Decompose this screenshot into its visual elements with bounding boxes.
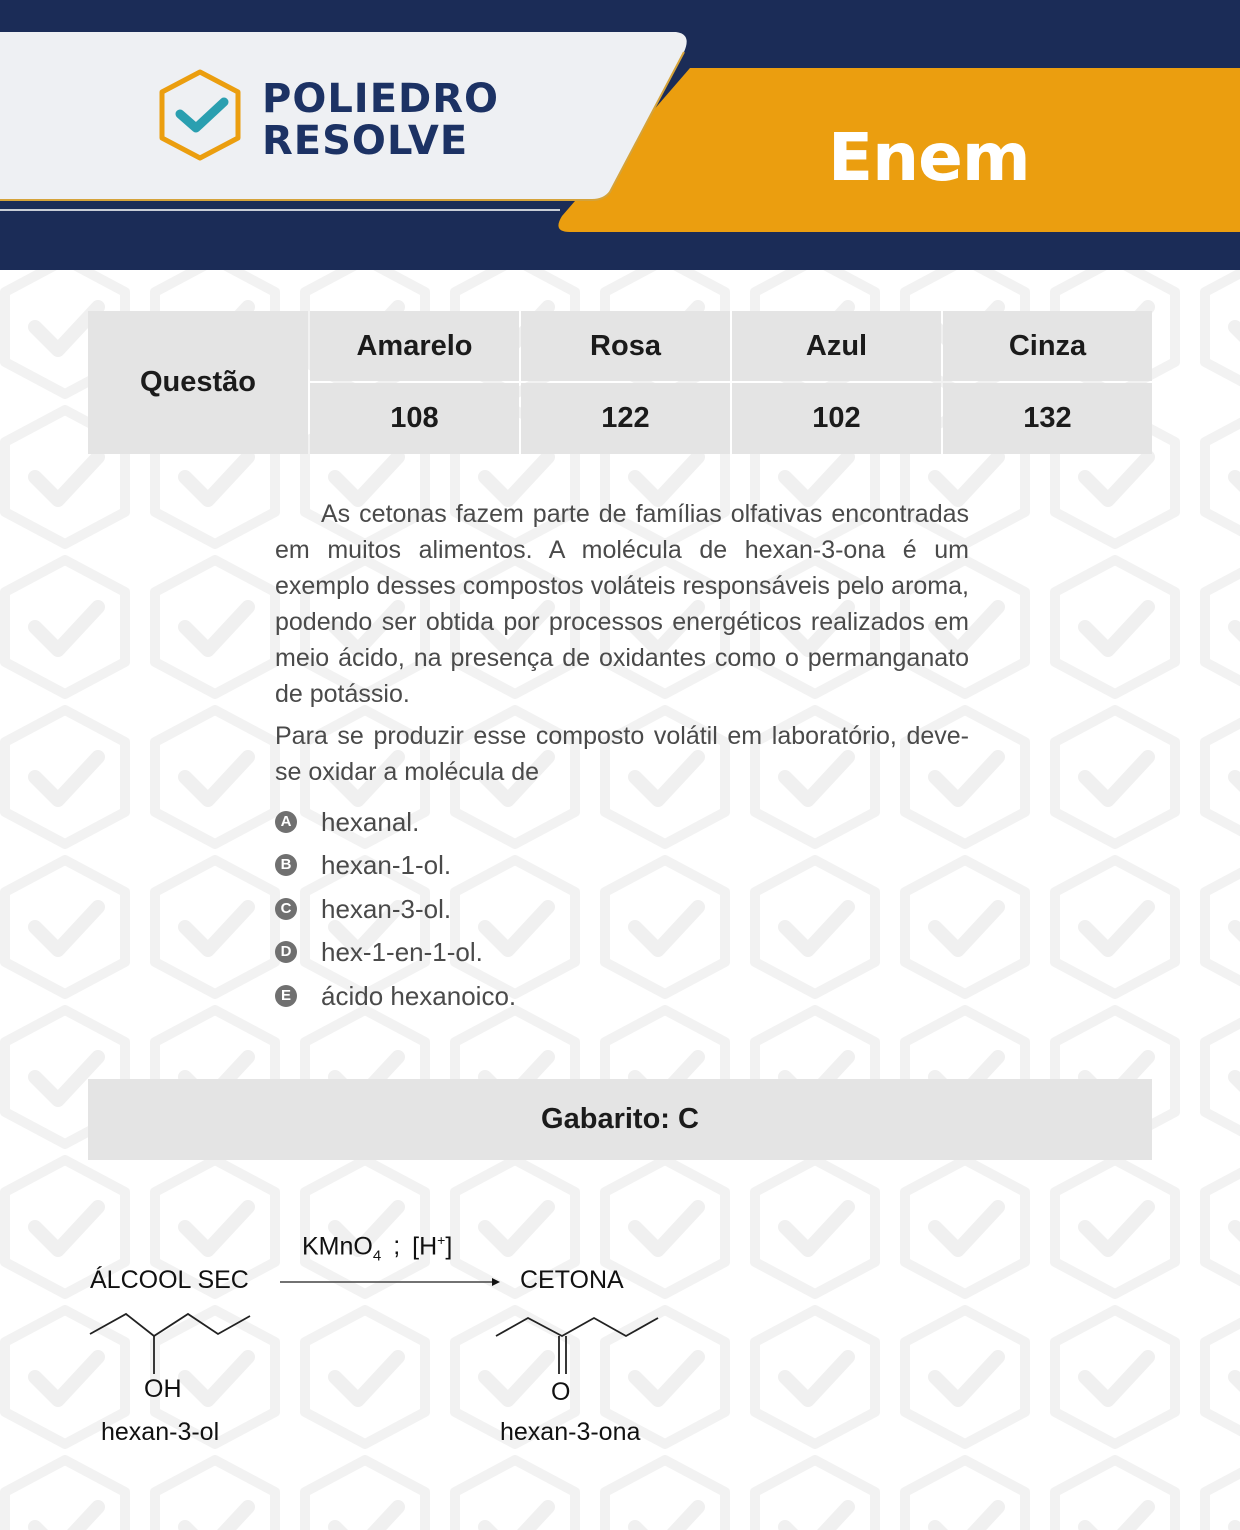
reagent-formula: KMnO — [302, 1232, 373, 1261]
table-number-cell: 108 — [310, 383, 519, 454]
reagent-separator: ; — [393, 1232, 401, 1261]
reactant-name: hexan-3-ol — [101, 1418, 220, 1446]
option-text: ácido hexanoico. — [321, 980, 517, 1011]
carbonyl-oxygen-label: O — [551, 1378, 571, 1406]
option-item — [275, 974, 969, 1018]
table-header-cell: Azul — [732, 311, 941, 381]
table-header-cell: Cinza — [943, 311, 1152, 381]
reaction-conditions — [302, 1225, 452, 1271]
option-text: hexan-1-ol. — [321, 850, 452, 881]
answer-key-bar — [88, 1079, 1152, 1160]
table-number-cell: 122 — [521, 383, 730, 454]
table-number-cell: 132 — [943, 383, 1152, 454]
option-letter-badge: D — [275, 941, 297, 963]
brand-line-2: RESOLVE — [262, 118, 469, 164]
acid-superscript: + — [437, 1232, 446, 1248]
option-letter-badge: E — [275, 985, 297, 1007]
hexanone-skeleton — [496, 1318, 658, 1336]
option-item — [275, 844, 969, 888]
table-header-cell: Amarelo — [310, 311, 519, 381]
answer-key-label: Gabarito: C — [541, 1103, 699, 1135]
option-text: hex-1-en-1-ol. — [321, 937, 483, 968]
option-item — [275, 800, 969, 844]
acid-open: [H — [412, 1232, 438, 1261]
hydroxyl-label: OH — [144, 1375, 182, 1403]
option-text: hexan-3-ol. — [321, 893, 452, 924]
brand-line-1: POLIEDRO — [262, 76, 500, 122]
check-hexagon-icon — [152, 66, 252, 166]
reagent-subscript: 4 — [372, 1247, 382, 1265]
exam-title: Enem — [828, 119, 1030, 196]
table-number-cell: 102 — [732, 383, 941, 454]
option-text: hexanal. — [321, 806, 420, 837]
reactant-class-label: ÁLCOOL SEC — [90, 1266, 249, 1294]
reaction-arrow-head — [492, 1278, 500, 1286]
brand-logo-text — [262, 78, 499, 162]
table-header-cell: Rosa — [521, 311, 730, 381]
question-number-table — [88, 311, 1152, 454]
product-class-label: CETONA — [520, 1266, 624, 1294]
table-row-label: Questão — [88, 311, 308, 454]
header-banner — [0, 0, 1240, 270]
hexanol-skeleton — [90, 1314, 250, 1336]
option-letter-badge: C — [275, 898, 297, 920]
question-prompt: Para se produzir esse composto volátil em laboratório, deve-se oxidar a molécula de — [275, 722, 969, 786]
acid-close: ] — [445, 1232, 453, 1261]
answer-options — [275, 800, 969, 1018]
option-letter-badge: A — [275, 811, 297, 833]
option-item — [275, 931, 969, 975]
question-paragraph: As cetonas fazem parte de famílias olfativas encontradas em muitos alimentos. A molécula de hexan-3-ona é um exemplo desses compostos voláteis responsáveis pelo aroma, podendo ser obtida por processos energéticos realizados em meio ácido, na presença de oxidantes como o permanganato de potássio. — [275, 500, 969, 708]
reaction-scheme — [0, 1180, 1240, 1480]
question-body — [275, 496, 969, 1018]
option-letter-badge: B — [275, 854, 297, 876]
option-item — [275, 887, 969, 931]
product-name: hexan-3-ona — [500, 1418, 641, 1446]
